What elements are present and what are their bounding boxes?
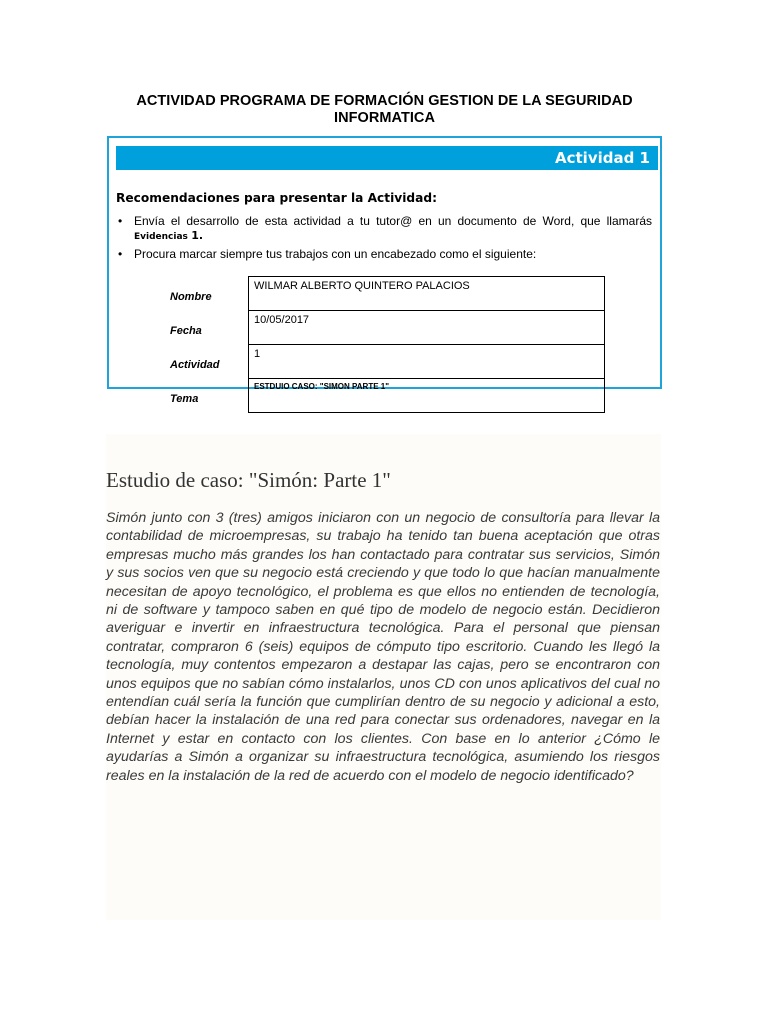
activity-banner-label: Actividad 1 xyxy=(555,149,650,167)
fecha-value: 10/05/2017 xyxy=(249,311,605,345)
table-row xyxy=(164,277,605,311)
tema-label: Tema xyxy=(170,392,199,405)
recommendation-emphasis: Evidencias xyxy=(134,232,188,242)
fecha-label: Fecha xyxy=(170,324,202,337)
table-row xyxy=(164,345,605,379)
nombre-value: WILMAR ALBERTO QUINTERO PALACIOS xyxy=(249,277,605,311)
case-study-heading: Estudio de caso: "Simón: Parte 1" xyxy=(106,468,391,492)
bullet-icon: • xyxy=(118,247,123,261)
recommendation-item xyxy=(114,247,652,261)
nombre-label: Nombre xyxy=(170,290,212,303)
document-title: ACTIVIDAD PROGRAMA DE FORMACIÓN GESTION DE LA SEGURIDAD INFORMATICA xyxy=(136,93,633,126)
tema-value: ESTDUIO CASO: "SIMON PARTE 1" xyxy=(249,379,605,413)
case-study-panel xyxy=(106,434,661,920)
actividad-value: 1 xyxy=(249,345,605,379)
activity-banner xyxy=(116,146,658,170)
header-table xyxy=(164,276,605,413)
recommendation-text: Envía el desarrollo de esta actividad a tu tutor@ en un documento de Word, que llamarás xyxy=(134,214,652,228)
recommendation-item xyxy=(114,214,652,244)
actividad-label: Actividad xyxy=(170,358,220,371)
case-study-body: Simón junto con 3 (tres) amigos iniciaron con un negocio de consultoría para llevar la contabilidad de microempresas, su trabajo ha tenido tan buena aceptación que otras empresas mucho más grandes los han contactado para contratar sus servicios, Simón y sus socios ven que su negocio está creciendo y que todo lo que hacían manualmente necesitan de apoyo tecnológico, el problema es que ellos no entienden de tecnología, ni de software y tampoco saben en qué tipo de modelo de negocio están. Decidieron averiguar e invertir en infraestructura tecnológica. Para el personal que piensan contratar, compraron 6 (seis) equipos de cómputo tipo escritorio. Cuando les llegó la tecnología, muy contentos empezaron a destapar las cajas, pero se encontraron con unos equipos que no sabían cómo instalarlos, unos CD con unos aplicativos del cual no entendían cuál sería la función que cumplirían dentro de su negocio y adicional a esto, debían hacer la instalación de una red para conectar sus ordenadores, navegar en la Internet y estar en contacto con los clientes. Con base en lo anterior ¿Cómo le ayudarías a Simón a organizar su infraestructura tecnológica, asumiendo los riesgos reales en la instalación de la red de acuerdo con el modelo de negocio identificado? xyxy=(106,510,660,784)
activity-box xyxy=(107,136,662,405)
bullet-icon: • xyxy=(118,214,123,228)
recommendation-text: Procura marcar siempre tus trabajos con un encabezado como el siguiente: xyxy=(134,247,537,261)
recommendations-heading: Recomendaciones para presentar la Actividad: xyxy=(116,191,437,205)
table-row xyxy=(164,379,605,413)
table-row xyxy=(164,311,605,345)
recommendation-number: 1. xyxy=(191,229,204,242)
recommendations-list xyxy=(114,214,652,261)
